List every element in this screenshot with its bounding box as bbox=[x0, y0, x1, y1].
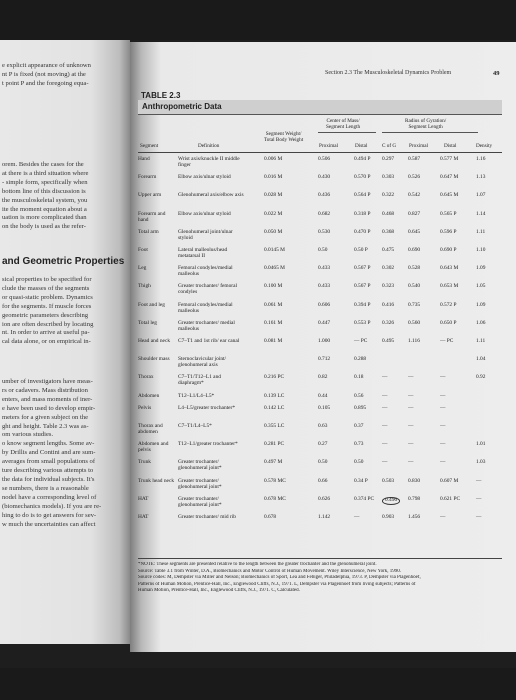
cell-definition: Greater trochanter/ glenohumeral joint* bbox=[178, 495, 222, 508]
cell-dist: 0.18 bbox=[354, 374, 364, 381]
cell-gdist: 0.572 P bbox=[440, 301, 457, 308]
cell-definition: Greater trochanter/ mid rib bbox=[178, 514, 236, 520]
cell-cofg bbox=[382, 497, 400, 505]
cell-cofg: 0.475 bbox=[382, 247, 395, 253]
cell-weight: 0.678 MC bbox=[264, 495, 286, 502]
left-page-lower-line: by Drillis and Contini and are sum- bbox=[2, 449, 96, 457]
cell-weight: 0.142 LC bbox=[264, 404, 285, 411]
left-page-top-line: e explicit appearance of unknown bbox=[2, 62, 91, 69]
cell-density: 1.04 bbox=[476, 356, 486, 363]
left-page-body-line: or quasi-static problem. Dynamics bbox=[2, 293, 93, 301]
cell-gprox: — bbox=[408, 459, 414, 466]
cell-weight: 0.578 MC bbox=[264, 477, 286, 484]
cell-gdist: 0.647 M bbox=[440, 174, 459, 181]
cell-density: 1.03 bbox=[476, 459, 486, 466]
cell-prox: 0.433 bbox=[318, 265, 331, 272]
left-page-lower-line: ght and height. Table 2.3 was as- bbox=[2, 422, 89, 430]
left-page-body-line: sical properties to be specified for bbox=[2, 276, 92, 283]
left-page-middle-line: ite the moment equation about a bbox=[2, 205, 87, 213]
cell-gprox: — bbox=[408, 374, 414, 381]
cell-segment: Upper arm bbox=[138, 192, 162, 199]
cell-gprox: 0.735 bbox=[408, 301, 421, 308]
cell-definition: Greater trochanter/ glenohumeral joint* bbox=[178, 477, 222, 490]
cell-cofg: 0.503 bbox=[382, 477, 395, 484]
cell-gdist: — PC bbox=[440, 338, 454, 344]
cell-segment: Hand bbox=[138, 156, 150, 162]
cell-density: 1.09 bbox=[476, 265, 486, 272]
scan-bottom-border bbox=[0, 668, 516, 700]
left-page-lower-line: ture describing various attempts to bbox=[2, 467, 94, 475]
cell-prox: 0.606 bbox=[318, 301, 331, 308]
scan-top-border bbox=[0, 0, 516, 40]
cell-weight: 0.355 LC bbox=[264, 423, 285, 429]
cell-cofg: 0.323 bbox=[382, 283, 395, 290]
cell-dist: 0.318 P bbox=[354, 210, 371, 217]
cell-dist: 0.570 P bbox=[354, 174, 371, 181]
cell-gprox: 0.830 bbox=[408, 477, 421, 484]
left-page-body-line: geometric parameters describing bbox=[2, 311, 89, 319]
cell-segment: Total leg bbox=[138, 319, 157, 326]
cell-dist: 0.394 P bbox=[354, 301, 371, 308]
cell-definition: T12–L1/greater trochanter* bbox=[178, 441, 238, 448]
cell-density: 1.05 bbox=[476, 283, 486, 290]
cell-prox: 0.447 bbox=[318, 319, 331, 326]
header-segment-weight bbox=[264, 131, 303, 143]
cell-weight: 0.050 M bbox=[264, 228, 283, 235]
cell-gdist: 0.690 P bbox=[440, 247, 457, 253]
cell-segment: Foot and leg bbox=[138, 301, 165, 308]
cell-dist: 0.374 PC bbox=[354, 495, 375, 502]
cell-cofg: — bbox=[382, 423, 388, 429]
cell-gprox: 0.690 bbox=[408, 247, 421, 253]
header-gyration-line1: Radius of Gyration/ bbox=[405, 118, 447, 124]
cell-segment: HAT bbox=[138, 514, 149, 520]
cell-prox: 0.430 bbox=[318, 174, 331, 181]
cell-gdist: 0.621 PC bbox=[440, 495, 461, 502]
cell-dist: 0.56 bbox=[354, 392, 364, 399]
left-page-lower-line: the data for individual subjects. It's bbox=[2, 475, 95, 483]
cell-prox: 0.433 bbox=[318, 283, 331, 290]
cell-density: 1.10 bbox=[476, 247, 486, 253]
cell-gdist: 0.653 M bbox=[440, 283, 459, 290]
cell-gdist: — bbox=[440, 514, 446, 520]
left-page-lower-text bbox=[2, 378, 101, 529]
cell-definition: C7–T1 and 1st rib/ ear canal bbox=[178, 338, 240, 344]
cell-gdist: 0.577 M bbox=[440, 156, 459, 162]
cell-weight: 0.281 PC bbox=[264, 441, 285, 448]
cell-weight: 0.678 bbox=[264, 514, 277, 520]
cell-gdist: 0.643 M bbox=[440, 265, 459, 272]
left-page-top-line: nt P is fixed (not moving) at the bbox=[2, 70, 86, 78]
cell-definition: Femoral condyles/medial malleolus bbox=[178, 265, 233, 278]
cell-gprox: 0.542 bbox=[408, 192, 421, 199]
cell-density: — bbox=[476, 477, 482, 484]
cell-gdist: 0.645 M bbox=[440, 192, 459, 199]
cell-prox: 0.712 bbox=[318, 356, 331, 363]
left-page-middle-line: uation is more complicated than bbox=[2, 214, 87, 222]
cell-gprox: 1.116 bbox=[408, 338, 420, 344]
cell-dist: 0.288 bbox=[354, 356, 367, 363]
table-title-bar bbox=[138, 100, 502, 115]
header-gyration-line2: Segment Length bbox=[408, 124, 443, 130]
cell-prox: 0.682 bbox=[318, 210, 331, 217]
left-page-lower-line: e have been used to develop empir- bbox=[2, 404, 96, 412]
cell-cofg: 0.468 bbox=[382, 210, 395, 217]
cell-weight: 0.139 LC bbox=[264, 392, 285, 399]
header-segment: Segment bbox=[140, 143, 159, 149]
cell-definition: Greater trochanter/ femoral condyles bbox=[178, 283, 237, 296]
left-page-lower-line: averages from small populations of bbox=[2, 458, 96, 466]
table-title: Anthropometric Data bbox=[142, 102, 222, 111]
cell-segment: Abdomen and pelvis bbox=[138, 441, 169, 454]
left-page-lower-line: meters for a given subject on the bbox=[2, 413, 89, 421]
cell-dist: 0.73 bbox=[354, 441, 364, 448]
cell-gprox: 0.798 bbox=[408, 495, 421, 502]
left-page-lower-line: umber of investigators have meas- bbox=[2, 378, 93, 385]
cell-dist: 0.50 P bbox=[354, 247, 368, 253]
cell-dist: — PC bbox=[354, 338, 368, 344]
left-page-middle-line: - simple form, specifically when bbox=[2, 178, 88, 186]
table-label: TABLE 2.3 bbox=[141, 91, 181, 100]
cell-weight: 0.028 M bbox=[264, 192, 283, 199]
cell-cofg: 0.326 bbox=[382, 319, 395, 326]
cell-definition: Greater trochanter/ glenohumeral joint* bbox=[178, 459, 222, 472]
cell-prox: 0.82 bbox=[318, 374, 328, 381]
cell-density: 1.13 bbox=[476, 174, 486, 181]
cell-definition: Femoral condyles/medial malleolus bbox=[178, 301, 233, 314]
cell-prox: 0.27 bbox=[318, 441, 328, 448]
cell-gdist: — bbox=[440, 459, 446, 466]
cell-weight: 0.497 M bbox=[264, 459, 283, 466]
header-com-line1: Center of Mass/ bbox=[326, 118, 360, 124]
cell-segment: Forearm bbox=[138, 174, 157, 181]
note-line: Source: Table 3.1 from Winter, D.A., Biomechanics and Motor Control of Human Movement. Wiley Interscience, New York, 1990. bbox=[138, 568, 402, 574]
cell-dist: — bbox=[354, 514, 360, 520]
cell-gdist: — bbox=[440, 392, 446, 399]
cell-segment: Thigh bbox=[138, 283, 151, 290]
left-page bbox=[0, 40, 130, 644]
cell-density: 1.06 bbox=[476, 319, 486, 326]
cell-definition: T12–L1/L4–L5* bbox=[178, 392, 215, 399]
cell-dist: 0.494 P bbox=[354, 156, 371, 162]
header-gyration-distal: Distal bbox=[444, 143, 457, 149]
cell-dist: 0.553 P bbox=[354, 319, 371, 326]
note-line: Human Motion, Prentice-Hall, Inc., Englewood Cliffs, N.J., 1971. C, Calculated. bbox=[138, 588, 300, 594]
running-head: Section 2.3 The Musculoskeletal Dynamics Problem bbox=[325, 70, 452, 76]
cell-gprox: 0.540 bbox=[408, 283, 421, 290]
left-page-middle-text bbox=[2, 161, 88, 232]
cell-weight: 0.161 M bbox=[264, 319, 283, 326]
cell-density: 0.92 bbox=[476, 374, 486, 381]
header-radius-gyration bbox=[405, 118, 446, 130]
left-page-lower-line: enters, and mass moments of iner- bbox=[2, 395, 93, 403]
left-page-lower-line: rs or cadavers. Mass distribution bbox=[2, 386, 88, 394]
cell-cofg: 0.297 bbox=[382, 156, 395, 162]
page-number: 49 bbox=[493, 70, 500, 77]
cell-density: — bbox=[476, 514, 482, 520]
cell-gdist: 0.596 P bbox=[440, 228, 457, 235]
cell-dist: 0.34 P bbox=[354, 477, 368, 484]
cell-gdist: 0.607 M bbox=[440, 477, 459, 484]
cell-gdist: — bbox=[440, 441, 446, 448]
note-line: *NOTE: These segments are presented relative to the length between the greater trochanter and the glenohumeral joint. bbox=[138, 562, 377, 567]
cell-definition: C7–T1/T12–L1 and diaphragm* bbox=[178, 374, 221, 387]
cell-gprox: 0.645 bbox=[408, 228, 421, 235]
left-page-middle-line: at there is a third situation where bbox=[2, 169, 89, 177]
cell-density: 1.01 bbox=[476, 441, 486, 448]
cell-dist: 0.470 P bbox=[354, 228, 371, 235]
cell-gprox: — bbox=[408, 404, 414, 411]
cell-definition: L4–L5/greater trochanter* bbox=[178, 404, 236, 411]
header-com-line2: Segment Length bbox=[326, 124, 361, 130]
left-page-heading: and Geometric Properties bbox=[2, 256, 125, 267]
left-page-top-text bbox=[2, 62, 91, 89]
cell-segment: Trunk head neck bbox=[138, 477, 175, 484]
left-page-body-line: nt. In order to arrive at useful pa- bbox=[2, 329, 90, 337]
table-bottom-rule bbox=[138, 558, 502, 559]
left-page-lower-line: hing to do is to get answers for sev- bbox=[2, 511, 97, 519]
cell-gdist: 0.565 P bbox=[440, 210, 457, 217]
cell-gdist: — bbox=[440, 404, 446, 411]
header-distal: Distal bbox=[355, 143, 368, 149]
left-page-lower-line: om various studies. bbox=[2, 431, 54, 439]
header-gyration-proximal: Proximal bbox=[409, 143, 429, 149]
cell-dist: 0.37 bbox=[354, 423, 364, 429]
cell-cofg: 0.303 bbox=[382, 174, 395, 181]
note-line: Patterns of Human Motion, Prentice-Hall, Inc., Englewood Cliffs, N.J., 1971. L, Dempster via Plagenhoef from living subjects; Patterns of bbox=[138, 581, 416, 587]
cell-segment: Thorax bbox=[138, 374, 154, 381]
cell-definition: Elbow axis/ulnar styloid bbox=[178, 174, 231, 181]
cell-segment: Shoulder mass bbox=[138, 356, 170, 363]
cell-density: 1.11 bbox=[476, 338, 486, 344]
header-cofg: C of G bbox=[382, 143, 397, 149]
left-page-body-line: clude the masses of the segments bbox=[2, 284, 90, 292]
header-segment-weight-line1: Segment Weight/ bbox=[265, 131, 302, 137]
cell-prox: 0.530 bbox=[318, 228, 331, 235]
cell-gprox: — bbox=[408, 392, 414, 399]
left-page-middle-line: orem. Besides the cases for the bbox=[2, 161, 84, 168]
cell-density: 1.07 bbox=[476, 192, 486, 199]
cell-weight: 0.061 M bbox=[264, 301, 283, 308]
left-page-body-line: for the segments. If muscle forces bbox=[2, 302, 92, 310]
cell-prox: 0.44 bbox=[318, 392, 328, 399]
cell-density: 1.11 bbox=[476, 228, 486, 235]
cell-dist: 0.564 P bbox=[354, 192, 371, 199]
left-page-lower-line: nodel have a corresponding level of bbox=[2, 493, 97, 501]
cell-density: 1.16 bbox=[476, 156, 486, 162]
cell-cofg: — bbox=[382, 459, 388, 466]
cell-prox: 0.50 bbox=[318, 459, 328, 466]
cell-gprox: — bbox=[408, 441, 414, 448]
cell-segment: HAT bbox=[138, 495, 149, 502]
cell-gprox: 0.560 bbox=[408, 319, 421, 326]
cell-segment: Forearm and hand bbox=[138, 210, 166, 223]
table-notes bbox=[138, 562, 502, 595]
cell-weight: 0.022 M bbox=[264, 210, 283, 217]
cell-definition: C7–T1/L4–L5* bbox=[178, 423, 212, 429]
header-definition: Definition bbox=[198, 143, 220, 149]
cell-definition: Sternoclavicular joint/ glenohumeral axis bbox=[178, 356, 227, 369]
cell-cofg: 0.903 bbox=[382, 514, 395, 520]
cell-cofg: 0.302 bbox=[382, 265, 395, 272]
cell-definition: Lateral malleolus/head metatarsal II bbox=[178, 247, 228, 259]
cell-cofg: — bbox=[382, 441, 388, 448]
cell-gdist: — bbox=[440, 374, 446, 381]
cell-segment: Pelvis bbox=[138, 404, 152, 411]
cell-prox: 0.105 bbox=[318, 404, 331, 411]
cell-prox: 0.63 bbox=[318, 423, 328, 429]
cell-density: — bbox=[476, 495, 482, 502]
cell-dist: 0.895 bbox=[354, 404, 367, 411]
header-com-rule bbox=[318, 132, 376, 133]
cell-weight: 0.216 PC bbox=[264, 374, 285, 381]
cell-definition: Wrist axis/knuckle II middle finger bbox=[178, 156, 240, 168]
left-page-top-line: t point P and the foregoing equa- bbox=[2, 79, 89, 87]
cell-weight: 0.006 M bbox=[264, 156, 283, 162]
cell-gprox: — bbox=[408, 423, 414, 429]
left-page-body-line: ion are often described by locating bbox=[2, 320, 94, 328]
cell-weight: 0.0465 M bbox=[264, 265, 285, 272]
cell-gprox: 0.526 bbox=[408, 174, 421, 181]
cell-prox: 0.436 bbox=[318, 192, 331, 199]
header-proximal: Proximal bbox=[319, 143, 339, 149]
cell-prox: 1.142 bbox=[318, 514, 331, 520]
left-page-middle-line: the musculoskeletal system, you bbox=[2, 196, 88, 204]
cell-cofg: 0.416 bbox=[382, 301, 395, 308]
cell-prox: 0.626 bbox=[318, 495, 331, 502]
cell-gdist: — bbox=[440, 423, 446, 429]
cell-gprox: 1.456 bbox=[408, 514, 421, 520]
cell-cofg: 0.368 bbox=[382, 228, 395, 235]
cell-weight: 0.016 M bbox=[264, 174, 283, 181]
cell-segment: Thorax and abdomen bbox=[138, 423, 163, 435]
cell-weight: 0.0145 M bbox=[264, 247, 285, 253]
cell-weight: 0.100 M bbox=[264, 283, 283, 290]
cell-segment: Abdomen bbox=[138, 392, 160, 399]
cell-cofg: 0.495 bbox=[382, 338, 395, 344]
left-page-lower-line: w much the uncertainties can affect bbox=[2, 520, 96, 528]
left-page-middle-line: bottom line of this discussion is bbox=[2, 187, 86, 195]
header-gyration-rule bbox=[382, 132, 478, 133]
header-center-of-mass bbox=[326, 118, 360, 130]
cell-dist: 0.50 bbox=[354, 459, 364, 466]
header-bottom-rule bbox=[138, 152, 502, 153]
circled-value: 0.496 bbox=[382, 497, 400, 505]
cell-prox: 1.000 bbox=[318, 338, 331, 344]
cell-prox: 0.66 bbox=[318, 477, 328, 484]
cell-density: 1.14 bbox=[476, 210, 486, 217]
cell-cofg: — bbox=[382, 374, 388, 381]
cell-weight: 0.081 M bbox=[264, 338, 283, 344]
cell-prox: 0.50 bbox=[318, 247, 328, 253]
cell-definition: Elbow axis/ulnar styloid bbox=[178, 210, 231, 217]
cell-definition: Glenohumeral joint/ulnar styloid bbox=[178, 228, 233, 241]
cell-dist: 0.567 P bbox=[354, 283, 371, 290]
header-segment-weight-line2: Total Body Weight bbox=[264, 137, 304, 143]
cell-gprox: 0.587 bbox=[408, 156, 421, 162]
cell-gdist: 0.650 P bbox=[440, 319, 457, 326]
cell-segment: Trunk bbox=[138, 459, 151, 466]
cell-cofg: 0.322 bbox=[382, 192, 395, 199]
cell-segment: Leg bbox=[138, 265, 147, 272]
cell-definition: Greater trochanter/ medial malleolus bbox=[178, 319, 235, 332]
cell-segment: Total arm bbox=[138, 228, 159, 235]
header-density: Density bbox=[476, 143, 493, 149]
left-page-middle-line: on the body is used as the refer- bbox=[2, 223, 86, 231]
cell-definition: Glenohumeral axis/elbow axis bbox=[178, 192, 244, 199]
note-line: Source codes: M, Dempster via Miller and Nelson; Biomechanics of Sport, Lea and Febiger, Philadelphia, 1973. P, Dempster via Plagenhoef, bbox=[138, 575, 421, 581]
left-page-body-line: cal data alone, or on empirical in- bbox=[2, 338, 91, 346]
cell-prox: 0.506 bbox=[318, 156, 331, 162]
cell-dist: 0.567 P bbox=[354, 265, 371, 272]
cell-segment: Foot bbox=[138, 247, 148, 253]
left-page-lower-line: o know segment lengths. Some av- bbox=[2, 440, 95, 448]
left-page-lower-line: (biomechanics models). If you are re- bbox=[2, 502, 102, 510]
right-page bbox=[130, 42, 516, 652]
cell-cofg: — bbox=[382, 404, 388, 411]
cell-cofg: — bbox=[382, 392, 388, 399]
cell-gprox: 0.528 bbox=[408, 265, 421, 272]
cell-density: 1.09 bbox=[476, 301, 486, 308]
cell-gprox: 0.827 bbox=[408, 210, 421, 217]
left-page-lower-line: se numbers, there is a reasonable bbox=[2, 484, 89, 492]
cell-segment: Head and neck bbox=[138, 338, 171, 344]
left-page-body-text bbox=[2, 276, 93, 347]
